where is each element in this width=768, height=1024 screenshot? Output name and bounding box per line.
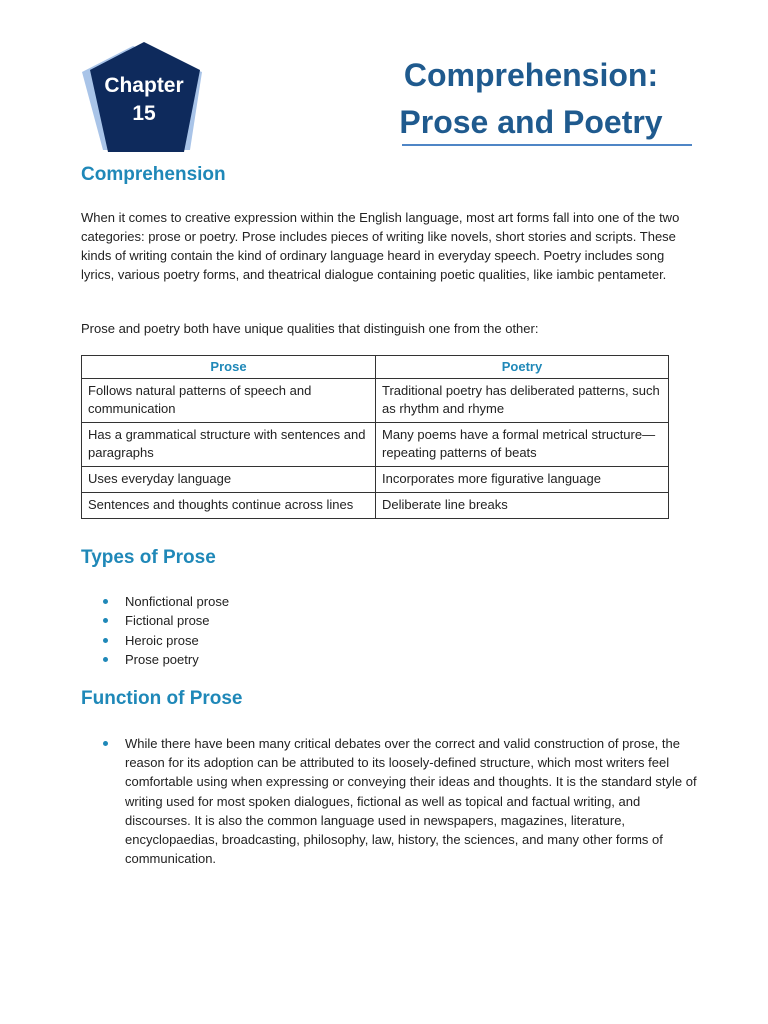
table-row bbox=[82, 423, 669, 467]
chapter-badge bbox=[80, 40, 210, 160]
table-cell-poetry: Deliberate line breaks bbox=[376, 493, 669, 519]
types-of-prose-list bbox=[100, 592, 229, 670]
page-title-line1: Comprehension: bbox=[403, 57, 659, 93]
heading-function-of-prose: Function of Prose bbox=[81, 688, 243, 709]
table-header-prose: Prose bbox=[82, 356, 376, 379]
page-title-line2: Prose and Poetry bbox=[399, 104, 663, 140]
list-item: Prose poetry bbox=[100, 650, 229, 669]
intro-paragraph: When it comes to creative expression within the English language, most art forms fall into one of the two categories: prose or poetry. Prose includes pieces of writing like novels, short stories and scripts. These kinds of writing contain the kind of ordinary language heard in everyday speech. Poetry includes song lyrics, various poetry forms, and theatrical dialogue containing poetic qualities, like iambic pentameter. bbox=[81, 210, 680, 282]
heading-types-of-prose: Types of Prose bbox=[81, 547, 216, 568]
table-header-row bbox=[82, 356, 669, 379]
chapter-number: 15 bbox=[132, 102, 156, 125]
table-cell-poetry: Many poems have a formal metrical structure—repeating patterns of beats bbox=[376, 423, 669, 467]
table-cell-poetry: Traditional poetry has deliberated patterns, such as rhythm and rhyme bbox=[376, 379, 669, 423]
function-list-item bbox=[100, 734, 700, 868]
table-cell-prose: Follows natural patterns of speech and communication bbox=[82, 379, 376, 423]
table-row bbox=[82, 379, 669, 423]
chapter-label: Chapter bbox=[104, 74, 184, 97]
list-item: Fictional prose bbox=[100, 611, 229, 630]
heading-comprehension: Comprehension bbox=[81, 164, 226, 185]
chapter-badge-label bbox=[94, 72, 194, 128]
table-cell-prose: Uses everyday language bbox=[82, 467, 376, 493]
list-item: Heroic prose bbox=[100, 631, 229, 650]
prose-poetry-table bbox=[81, 355, 669, 519]
table-intro-paragraph: Prose and poetry both have unique qualities that distinguish one from the other: bbox=[81, 321, 539, 336]
list-item: Nonfictional prose bbox=[100, 592, 229, 611]
table-cell-poetry: Incorporates more figurative language bbox=[376, 467, 669, 493]
title-underline bbox=[402, 144, 692, 146]
table-cell-prose: Has a grammatical structure with sentences and paragraphs bbox=[82, 423, 376, 467]
table-row bbox=[82, 467, 669, 493]
table-row bbox=[82, 493, 669, 519]
page-title bbox=[372, 52, 690, 146]
table-cell-prose: Sentences and thoughts continue across lines bbox=[82, 493, 376, 519]
bullet-icon bbox=[103, 741, 108, 746]
function-paragraph: While there have been many critical debates over the correct and valid construction of prose, the reason for its adoption can be attributed to its loosely-defined structure, which most writers feel comfortable using when expressing or conveying their ideas and thoughts. It is the standard style of writing used for most spoken dialogues, fictional as well as topical and factual writing, and discourses. It is also the common language used in newspapers, magazines, literature, encyclopaedias, broadcasting, philosophy, law, history, the sciences, and many other forms of communication. bbox=[125, 736, 697, 867]
table-header-poetry: Poetry bbox=[376, 356, 669, 379]
